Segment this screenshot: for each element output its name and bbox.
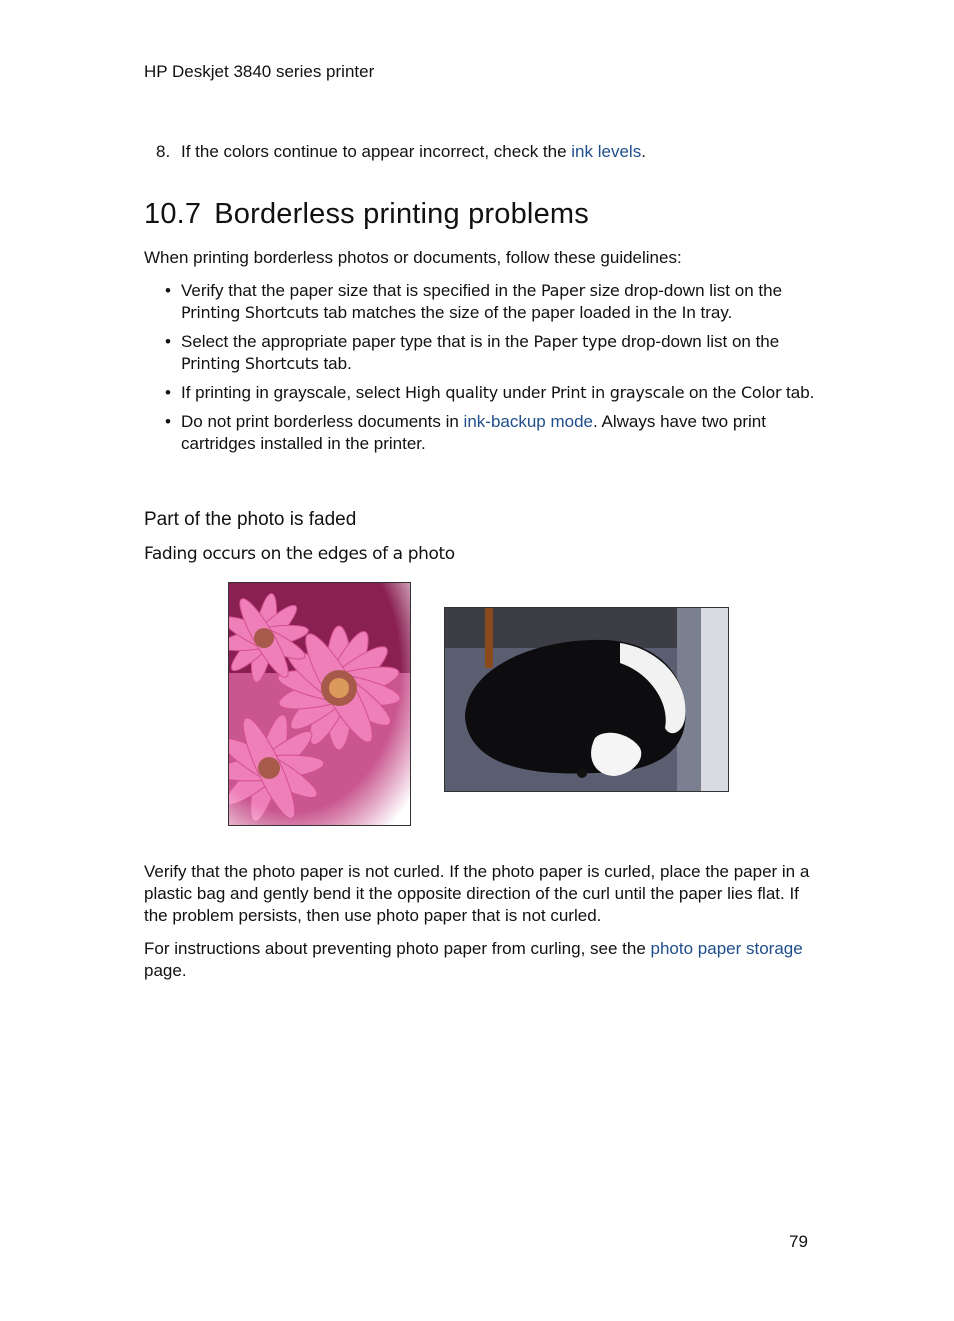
step-text: If the colors continue to appear incorrect, check the <box>181 142 572 161</box>
sleeping-dog-illustration <box>445 608 728 791</box>
list-item <box>144 382 824 404</box>
item-text: . Always have two print cartridges installed in the printer. <box>181 412 766 453</box>
flowers-photo <box>228 582 411 826</box>
subsection-heading: Part of the photo is faded <box>144 509 357 530</box>
section-intro: When printing borderless photos or documents, follow these guidelines: <box>144 248 682 267</box>
running-header: HP Deskjet 3840 series printer <box>144 62 375 81</box>
item-text: on the <box>684 383 742 402</box>
section-heading <box>144 198 589 231</box>
ui-term: Paper type <box>533 332 617 351</box>
curled-paper-paragraph: Verify that the photo paper is not curled. If the photo paper is curled, place the paper in a plastic bag and gently bend it the opposite direction of the curl until the paper lies flat. If the problem persists, then use photo paper that is not curled. <box>144 862 810 925</box>
ink-levels-link[interactable]: ink levels <box>571 142 642 161</box>
item-text: Do not print borderless documents in <box>181 412 464 431</box>
item-text: tab. <box>781 383 815 402</box>
list-item <box>144 280 824 324</box>
page-number: 79 <box>789 1232 808 1251</box>
item-text: drop-down list on the <box>616 332 780 351</box>
ui-term: Paper size <box>541 281 620 300</box>
item-text: Select the appropriate paper type that is in the <box>181 332 534 351</box>
list-item <box>144 331 824 375</box>
item-text: tab matches the size of the paper loaded in the In tray. <box>318 303 733 322</box>
step-number: 8. <box>156 142 171 161</box>
item-text: under <box>497 383 551 402</box>
bullet: • <box>165 281 171 300</box>
ink-backup-mode-link[interactable]: ink-backup mode <box>463 412 594 431</box>
photo-paper-storage-link[interactable]: photo paper storage <box>650 939 803 958</box>
list-item <box>144 411 824 455</box>
paragraph-text: page. <box>144 961 187 980</box>
dog-photo <box>444 607 729 792</box>
step-text-end: . <box>641 142 646 161</box>
step-8 <box>144 142 646 162</box>
ui-term: Printing Shortcuts <box>181 354 319 373</box>
item-text: tab. <box>318 354 352 373</box>
ui-term: High quality <box>404 383 498 402</box>
bullet: • <box>165 412 171 431</box>
ui-term: Printing Shortcuts <box>181 303 319 322</box>
section-number: 10.7 <box>144 198 202 230</box>
storage-paragraph <box>144 938 824 982</box>
subsection-subheading: Fading occurs on the edges of a photo <box>144 544 455 564</box>
item-text: Verify that the paper size that is specified in the <box>181 281 542 300</box>
section-title: Borderless printing problems <box>214 198 589 230</box>
item-text: drop-down list on the <box>619 281 783 300</box>
item-text: If printing in grayscale, select <box>181 383 405 402</box>
pink-flowers-illustration <box>229 583 410 825</box>
ui-term: Color <box>741 383 782 402</box>
guidelines-list <box>144 280 824 462</box>
paragraph-text: For instructions about preventing photo paper from curling, see the <box>144 939 651 958</box>
bullet: • <box>165 332 171 351</box>
bullet: • <box>165 383 171 402</box>
ui-term: Print in grayscale <box>550 383 685 402</box>
